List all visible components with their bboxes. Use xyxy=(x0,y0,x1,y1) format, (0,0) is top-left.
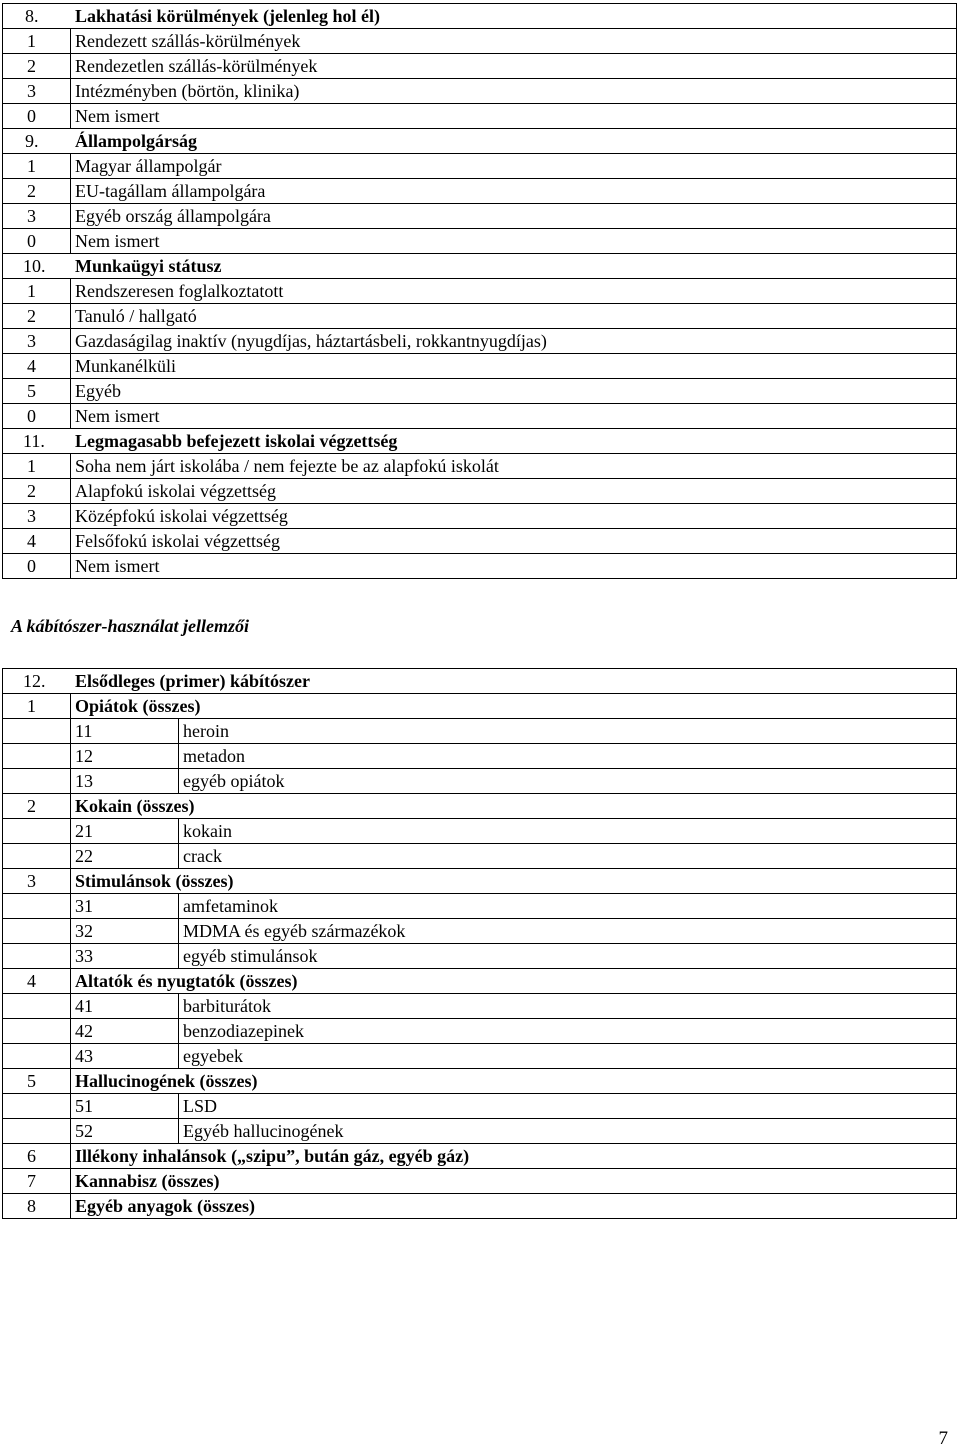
answer-code-cell xyxy=(3,504,71,529)
subcategory-label: metadon xyxy=(179,744,957,769)
answer-label: Rendezett szállás-körülmények xyxy=(71,29,957,54)
subcategory-label: heroin xyxy=(179,719,957,744)
answer-label: Nem ismert xyxy=(71,229,957,254)
answer-code-cell xyxy=(3,179,71,204)
category-code: 7 xyxy=(27,1171,36,1191)
question-title: Munkaügyi státusz xyxy=(75,256,222,276)
empty-cell xyxy=(3,819,71,844)
answer-code-cell xyxy=(3,29,71,54)
answer-code: 2 xyxy=(27,56,36,76)
subcategory-code: 52 xyxy=(71,1119,179,1144)
category-code-cell xyxy=(3,969,71,994)
answer-label: Soha nem járt iskolába / nem fejezte be az alapfokú iskolát xyxy=(71,454,957,479)
empty-cell xyxy=(3,744,71,769)
table-row xyxy=(3,54,957,79)
question-title: Elsődleges (primer) kábítószer xyxy=(75,671,310,691)
table-row xyxy=(3,919,957,944)
empty-cell xyxy=(3,944,71,969)
subcategory-code: 22 xyxy=(71,844,179,869)
subcategory-code: 43 xyxy=(71,1044,179,1069)
question-title: Legmagasabb befejezett iskolai végzettség xyxy=(75,431,398,451)
question-heading xyxy=(3,254,957,279)
table-row xyxy=(3,304,957,329)
table-row xyxy=(3,404,957,429)
table-row xyxy=(3,719,957,744)
table-row xyxy=(3,204,957,229)
answer-label: Nem ismert xyxy=(71,104,957,129)
answer-code: 0 xyxy=(27,406,36,426)
answer-code: 0 xyxy=(27,556,36,576)
category-code: 6 xyxy=(27,1146,36,1166)
category-code-cell xyxy=(3,1069,71,1094)
answer-code: 4 xyxy=(27,531,36,551)
answer-label: Nem ismert xyxy=(71,554,957,579)
subcategory-code: 41 xyxy=(71,994,179,1019)
answer-code-cell xyxy=(3,279,71,304)
question-title: Lakhatási körülmények (jelenleg hol él) xyxy=(75,6,380,26)
empty-cell xyxy=(3,1119,71,1144)
table-row xyxy=(3,1094,957,1119)
answer-code: 0 xyxy=(27,106,36,126)
answer-code-cell xyxy=(3,479,71,504)
answer-code-cell xyxy=(3,329,71,354)
table-row xyxy=(3,744,957,769)
table-row xyxy=(3,869,957,894)
category-code-cell xyxy=(3,1194,71,1219)
category-code-cell xyxy=(3,1169,71,1194)
table-row xyxy=(3,104,957,129)
empty-cell xyxy=(3,919,71,944)
answer-label: Egyéb xyxy=(71,379,957,404)
table-row xyxy=(3,454,957,479)
table-row xyxy=(3,179,957,204)
subcategory-label: crack xyxy=(179,844,957,869)
question-number: 11. xyxy=(23,431,45,451)
table-row xyxy=(3,994,957,1019)
answer-code: 1 xyxy=(27,281,36,301)
subcategory-code: 42 xyxy=(71,1019,179,1044)
subcategory-label: kokain xyxy=(179,819,957,844)
answer-code: 2 xyxy=(27,181,36,201)
answer-code-cell xyxy=(3,104,71,129)
empty-cell xyxy=(3,1094,71,1119)
table-row xyxy=(3,79,957,104)
answer-code-cell xyxy=(3,454,71,479)
answer-code: 1 xyxy=(27,156,36,176)
answer-code-cell xyxy=(3,229,71,254)
answer-code: 1 xyxy=(27,31,36,51)
table-row xyxy=(3,1044,957,1069)
category-code: 2 xyxy=(27,796,36,816)
answer-code-cell xyxy=(3,379,71,404)
answer-code-cell xyxy=(3,204,71,229)
page-number: 7 xyxy=(938,1428,948,1449)
category-code-cell xyxy=(3,694,71,719)
table-row xyxy=(3,769,957,794)
table-row xyxy=(3,1169,957,1194)
answer-code: 2 xyxy=(27,481,36,501)
answer-label: Rendszeresen foglalkoztatott xyxy=(71,279,957,304)
answer-code: 3 xyxy=(27,506,36,526)
category-code: 5 xyxy=(27,1071,36,1091)
table-row xyxy=(3,1194,957,1219)
table-row xyxy=(3,1144,957,1169)
question-heading xyxy=(3,669,957,694)
subcategory-code: 13 xyxy=(71,769,179,794)
table-row xyxy=(3,154,957,179)
subcategory-label: egyebek xyxy=(179,1044,957,1069)
subcategory-code: 12 xyxy=(71,744,179,769)
answer-code-cell xyxy=(3,304,71,329)
answer-label: Gazdaságilag inaktív (nyugdíjas, háztartásbeli, rokkantnyugdíjas) xyxy=(71,329,957,354)
table-row xyxy=(3,29,957,54)
empty-cell xyxy=(3,894,71,919)
answer-code: 1 xyxy=(27,456,36,476)
answer-code: 4 xyxy=(27,356,36,376)
answer-code-cell xyxy=(3,354,71,379)
question-heading xyxy=(3,4,957,29)
category-label: Stimulánsok (összes) xyxy=(71,869,957,894)
answer-code-cell xyxy=(3,554,71,579)
answer-label: Munkanélküli xyxy=(71,354,957,379)
table-row xyxy=(3,1119,957,1144)
answer-label: Felsőfokú iskolai végzettség xyxy=(71,529,957,554)
answer-label: Tanuló / hallgató xyxy=(71,304,957,329)
empty-cell xyxy=(3,1019,71,1044)
category-code: 4 xyxy=(27,971,36,991)
empty-cell xyxy=(3,769,71,794)
question-number: 9. xyxy=(25,131,39,151)
answer-code-cell xyxy=(3,54,71,79)
answer-label: Egyéb ország állampolgára xyxy=(71,204,957,229)
answer-code: 0 xyxy=(27,231,36,251)
category-code-cell xyxy=(3,794,71,819)
table-row xyxy=(3,969,957,994)
answer-label: Magyar állampolgár xyxy=(71,154,957,179)
subcategory-code: 31 xyxy=(71,894,179,919)
category-code: 3 xyxy=(27,871,36,891)
answer-code: 2 xyxy=(27,306,36,326)
subcategory-code: 11 xyxy=(71,719,179,744)
question-heading xyxy=(3,129,957,154)
table-row xyxy=(3,479,957,504)
subcategory-label: amfetaminok xyxy=(179,894,957,919)
table-row xyxy=(3,354,957,379)
subcategory-label: Egyéb hallucinogének xyxy=(179,1119,957,1144)
category-code-cell xyxy=(3,1144,71,1169)
question-heading xyxy=(3,429,957,454)
question-title: Állampolgárság xyxy=(75,131,198,151)
question-number: 12. xyxy=(23,671,46,691)
table-row xyxy=(3,844,957,869)
subcategory-label: benzodiazepinek xyxy=(179,1019,957,1044)
answer-label: Rendezetlen szállás-körülmények xyxy=(71,54,957,79)
empty-cell xyxy=(3,994,71,1019)
category-code: 8 xyxy=(27,1196,36,1216)
question-number: 8. xyxy=(25,6,39,26)
answer-code-cell xyxy=(3,529,71,554)
table-row xyxy=(3,819,957,844)
category-label: Kokain (összes) xyxy=(71,794,957,819)
table-row xyxy=(3,504,957,529)
table-row xyxy=(3,1019,957,1044)
table-row xyxy=(3,229,957,254)
answer-code: 3 xyxy=(27,81,36,101)
category-label: Hallucinogének (összes) xyxy=(71,1069,957,1094)
answer-code-cell xyxy=(3,154,71,179)
category-label: Egyéb anyagok (összes) xyxy=(71,1194,957,1219)
table-row xyxy=(3,669,957,694)
table-row xyxy=(3,694,957,719)
category-code-cell xyxy=(3,869,71,894)
question-number: 10. xyxy=(23,256,46,276)
subcategory-label: egyéb opiátok xyxy=(179,769,957,794)
empty-cell xyxy=(3,1044,71,1069)
table-row xyxy=(3,129,957,154)
questionnaire-table-demographics xyxy=(2,3,957,579)
table-row xyxy=(3,794,957,819)
answer-code: 3 xyxy=(27,206,36,226)
answer-label: Alapfokú iskolai végzettség xyxy=(71,479,957,504)
answer-label: EU-tagállam állampolgára xyxy=(71,179,957,204)
table-row xyxy=(3,894,957,919)
subcategory-label: barbiturátok xyxy=(179,994,957,1019)
table-row xyxy=(3,529,957,554)
table-row xyxy=(3,4,957,29)
category-label: Kannabisz (összes) xyxy=(71,1169,957,1194)
questionnaire-table-drug-use xyxy=(2,668,957,1219)
subcategory-label: MDMA és egyéb származékok xyxy=(179,919,957,944)
answer-label: Intézményben (börtön, klinika) xyxy=(71,79,957,104)
answer-code-cell xyxy=(3,79,71,104)
category-label: Altatók és nyugtatók (összes) xyxy=(71,969,957,994)
table-row xyxy=(3,944,957,969)
table-row xyxy=(3,554,957,579)
answer-code: 3 xyxy=(27,331,36,351)
table-row xyxy=(3,429,957,454)
table-row xyxy=(3,1069,957,1094)
subcategory-code: 32 xyxy=(71,919,179,944)
subcategory-code: 33 xyxy=(71,944,179,969)
category-label: Opiátok (összes) xyxy=(71,694,957,719)
category-code: 1 xyxy=(27,696,36,716)
section-title: A kábítószer-használat jellemzői xyxy=(11,616,250,636)
subcategory-code: 51 xyxy=(71,1094,179,1119)
table-row xyxy=(3,279,957,304)
table-row xyxy=(3,329,957,354)
table-row xyxy=(3,254,957,279)
category-label: Illékony inhalánsok („szipu”, bután gáz, egyéb gáz) xyxy=(71,1144,957,1169)
empty-cell xyxy=(3,719,71,744)
table-row xyxy=(3,379,957,404)
subcategory-label: LSD xyxy=(179,1094,957,1119)
empty-cell xyxy=(3,844,71,869)
answer-label: Középfokú iskolai végzettség xyxy=(71,504,957,529)
answer-label: Nem ismert xyxy=(71,404,957,429)
subcategory-code: 21 xyxy=(71,819,179,844)
subcategory-label: egyéb stimulánsok xyxy=(179,944,957,969)
answer-code: 5 xyxy=(27,381,36,401)
answer-code-cell xyxy=(3,404,71,429)
